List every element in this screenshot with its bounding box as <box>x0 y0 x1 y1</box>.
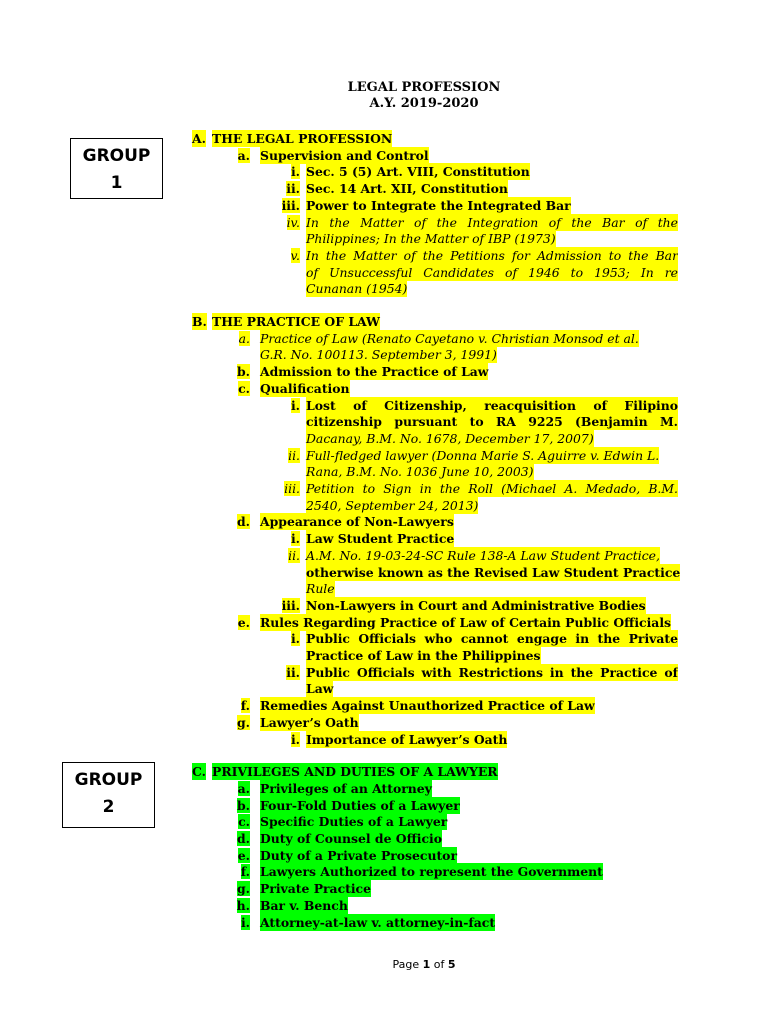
outline-marker: iii. <box>284 481 300 496</box>
outline-item <box>0 397 768 414</box>
outline-text: Full-fledged lawyer (Donna Marie S. Aguirre v. Edwin L. <box>306 447 660 463</box>
outline-marker: ii. <box>286 181 300 197</box>
outline-item <box>0 247 768 264</box>
outline-marker-box <box>260 163 300 180</box>
outline-marker-box <box>210 897 250 914</box>
outline-marker: ii. <box>286 664 300 680</box>
outline-item <box>0 714 768 731</box>
outline-marker-box <box>260 630 300 647</box>
outline-marker: a. <box>238 330 250 346</box>
outline-marker: a. <box>237 780 250 796</box>
outline-item <box>0 547 768 564</box>
outline-marker: h. <box>236 897 250 913</box>
outline-item <box>0 346 768 363</box>
outline-text: Lawyers Authorized to represent the Government <box>260 864 603 880</box>
outline-item <box>0 597 768 614</box>
outline-marker: f. <box>240 864 250 880</box>
outline-marker-box <box>210 880 250 897</box>
outline-marker-box <box>210 147 250 164</box>
outline-text: Rules Regarding Practice of Law of Certain Public Officials <box>260 614 672 630</box>
outline-text: Practice of Law (Renato Cayetano v. Christian Monsod et al. <box>260 330 639 346</box>
group-1-number: 1 <box>110 173 123 193</box>
footer-page-total: 5 <box>447 958 456 971</box>
outline-marker-box <box>210 813 250 830</box>
outline-text: citizenship pursuant to RA 9225 (Benjamin M. <box>306 414 678 430</box>
outline-marker: ii. <box>288 447 300 463</box>
outline-item <box>0 564 768 581</box>
footer-page-word: Page <box>392 958 420 971</box>
outline-text: Importance of Lawyer’s Oath <box>306 731 508 747</box>
outline-text: Sec. 14 Art. XII, Constitution <box>306 181 508 197</box>
outline-item <box>0 147 768 164</box>
outline-marker-box <box>260 480 300 497</box>
outline-marker: c. <box>238 380 250 396</box>
outline-marker-box <box>210 914 250 931</box>
outline-item <box>0 180 768 197</box>
outline-marker: b. <box>237 797 250 813</box>
outline-marker-box <box>210 363 250 380</box>
outline-marker: i. <box>290 397 300 413</box>
outline-item <box>0 847 768 864</box>
outline-marker-box <box>210 614 250 631</box>
outline-text: of Unsuccessful Candidates of 1946 to 1953; In re <box>306 264 678 280</box>
outline-text: Attorney-at-law v. attorney-in-fact <box>260 914 496 930</box>
outline-item <box>0 863 768 880</box>
outline-text: Cunanan (1954) <box>306 281 408 297</box>
outline-text: Appearance of Non-Lawyers <box>260 514 454 530</box>
outline-item <box>0 447 768 464</box>
outline-marker: e. <box>237 614 250 630</box>
footer-page-number: 1 <box>422 958 431 971</box>
outline-text: Qualification <box>260 380 350 396</box>
outline-marker-box <box>260 214 300 231</box>
outline-text: Admission to the Practice of Law <box>260 364 489 380</box>
outline-text: Lawyer’s Oath <box>260 714 359 730</box>
outline-text: THE LEGAL PROFESSION <box>212 131 393 146</box>
outline-item <box>0 731 768 748</box>
outline-item <box>0 697 768 714</box>
outline-marker-box <box>210 863 250 880</box>
outline-marker-box <box>260 197 300 214</box>
outline-marker-box: C. <box>192 764 206 780</box>
outline-item <box>0 647 768 664</box>
outline-item <box>0 380 768 397</box>
outline-marker-box <box>210 780 250 797</box>
group-1-word: GROUP <box>82 146 151 166</box>
outline-marker-box <box>210 797 250 814</box>
outline-item <box>0 580 768 597</box>
outline-text: Supervision and Control <box>260 147 429 163</box>
outline-item <box>0 664 768 681</box>
outline-text: Non-Lawyers in Court and Administrative Bodies <box>306 597 646 613</box>
outline-marker-box <box>210 830 250 847</box>
outline-item <box>0 763 768 780</box>
outline-marker: v. <box>290 247 300 263</box>
outline-item <box>0 463 768 480</box>
outline-text: G.R. No. 100113. September 3, 1991) <box>260 347 497 363</box>
outline-item <box>0 130 768 147</box>
outline-marker-box <box>260 664 300 681</box>
outline-item <box>0 497 768 514</box>
outline-marker: i. <box>240 914 250 930</box>
outline-marker: iii. <box>281 597 300 613</box>
outline-item <box>0 914 768 931</box>
outline-text: Petition to Sign in the Roll (Michael A. Medado, B.M. <box>306 481 678 496</box>
outline-marker-box <box>260 731 300 748</box>
outline-item <box>0 680 768 697</box>
outline-marker: iv. <box>286 214 300 230</box>
outline-marker: d. <box>237 831 250 846</box>
document-title: LEGAL PROFESSION <box>347 80 501 95</box>
group-2-number: 2 <box>102 797 115 817</box>
outline-item <box>0 413 768 430</box>
outline-text: PRIVILEGES AND DUTIES OF A LAWYER <box>212 764 498 780</box>
outline-item <box>0 797 768 814</box>
outline-item <box>0 430 768 447</box>
outline-text: In the Matter of the Petitions for Admission to the Bar <box>306 247 678 263</box>
outline-marker-box <box>210 697 250 714</box>
outline-marker-box <box>260 447 300 464</box>
outline-marker-box <box>260 180 300 197</box>
outline-text: Philippines; In the Matter of IBP (1973) <box>306 231 556 247</box>
outline-marker-box: B. <box>192 314 207 329</box>
outline-marker-box <box>260 247 300 264</box>
outline-item <box>0 313 768 330</box>
outline-text: Remedies Against Unauthorized Practice of Law <box>260 698 595 714</box>
outline-marker: i. <box>290 731 300 747</box>
outline-item <box>0 830 768 847</box>
outline-marker-box <box>260 397 300 414</box>
outline-marker: i. <box>290 531 300 547</box>
outline-item <box>0 230 768 247</box>
outline-marker: e. <box>237 847 250 863</box>
outline-item <box>0 163 768 180</box>
outline-text: Duty of a Private Prosecutor <box>260 847 457 863</box>
outline-text: Rule <box>306 581 335 597</box>
outline-item <box>0 813 768 830</box>
outline-text: otherwise known as the Revised Law Student Practice <box>306 564 681 580</box>
outline-marker: ii. <box>288 547 300 563</box>
outline-text: Lost of Citizenship, reacquisition of Filipino <box>306 397 678 413</box>
outline-text: Law <box>306 681 334 697</box>
outline-item <box>0 330 768 347</box>
outline-marker: iii. <box>281 197 300 213</box>
outline-marker-box <box>210 380 250 397</box>
outline-text: Dacanay, B.M. No. 1678, December 17, 2007) <box>306 430 594 446</box>
outline-text: Specific Duties of a Lawyer <box>260 814 448 830</box>
footer-of-word: of <box>433 958 445 971</box>
outline-item <box>0 880 768 897</box>
outline-marker: g. <box>237 714 250 730</box>
page-footer <box>0 958 768 971</box>
outline-text: Power to Integrate the Integrated Bar <box>306 197 571 213</box>
outline-marker: g. <box>237 881 250 897</box>
outline-marker: c. <box>238 814 250 830</box>
outline-item <box>0 197 768 214</box>
outline-text: THE PRACTICE OF LAW <box>212 314 380 329</box>
outline-text: Sec. 5 (5) Art. VIII, Constitution <box>306 164 530 180</box>
outline-item <box>0 264 768 281</box>
group-2-word: GROUP <box>74 770 143 790</box>
outline-text: In the Matter of the Integration of the Bar of the <box>306 214 678 230</box>
outline-item <box>0 614 768 631</box>
outline-marker-box <box>210 513 250 530</box>
outline-marker: d. <box>237 514 250 530</box>
outline-text: Public Officials with Restrictions in the Practice of <box>306 664 678 680</box>
outline-item <box>0 480 768 497</box>
outline-text: Four-Fold Duties of a Lawyer <box>260 797 460 813</box>
outline-marker-box <box>210 847 250 864</box>
outline-text: Public Officials who cannot engage in the Private <box>306 631 678 647</box>
outline-marker: a. <box>237 147 250 163</box>
outline-marker-box <box>210 714 250 731</box>
outline-item <box>0 280 768 297</box>
outline-item <box>0 214 768 231</box>
outline-marker: i. <box>290 631 300 647</box>
outline-marker: f. <box>240 698 250 714</box>
outline-marker-box <box>260 597 300 614</box>
outline-text: Bar v. Bench <box>260 897 348 913</box>
outline-text: Duty of Counsel de Officio <box>260 831 442 846</box>
outline-marker-box: A. <box>192 131 206 146</box>
outline-marker-box <box>260 547 300 564</box>
outline-item <box>0 780 768 797</box>
outline-item <box>0 363 768 380</box>
outline-marker-box <box>260 530 300 547</box>
outline-text: Practice of Law in the Philippines <box>306 648 541 663</box>
outline-text: Privileges of an Attorney <box>260 780 432 796</box>
outline-marker: i. <box>290 164 300 180</box>
outline-marker: b. <box>237 364 250 380</box>
outline-text: Rana, B.M. No. 1036 June 10, 2003) <box>306 464 534 480</box>
outline-text: A.M. No. 19-03-24-SC Rule 138-A Law Student Practice, <box>306 547 660 563</box>
outline-text: 2540, September 24, 2013) <box>306 497 479 513</box>
outline-item <box>0 513 768 530</box>
outline-item <box>0 530 768 547</box>
academic-year: A.Y. 2019-2020 <box>369 96 479 111</box>
outline-marker-box <box>210 330 250 347</box>
outline-text: Private Practice <box>260 881 371 897</box>
outline-text: Law Student Practice <box>306 531 455 547</box>
outline-item <box>0 897 768 914</box>
outline-item <box>0 630 768 647</box>
